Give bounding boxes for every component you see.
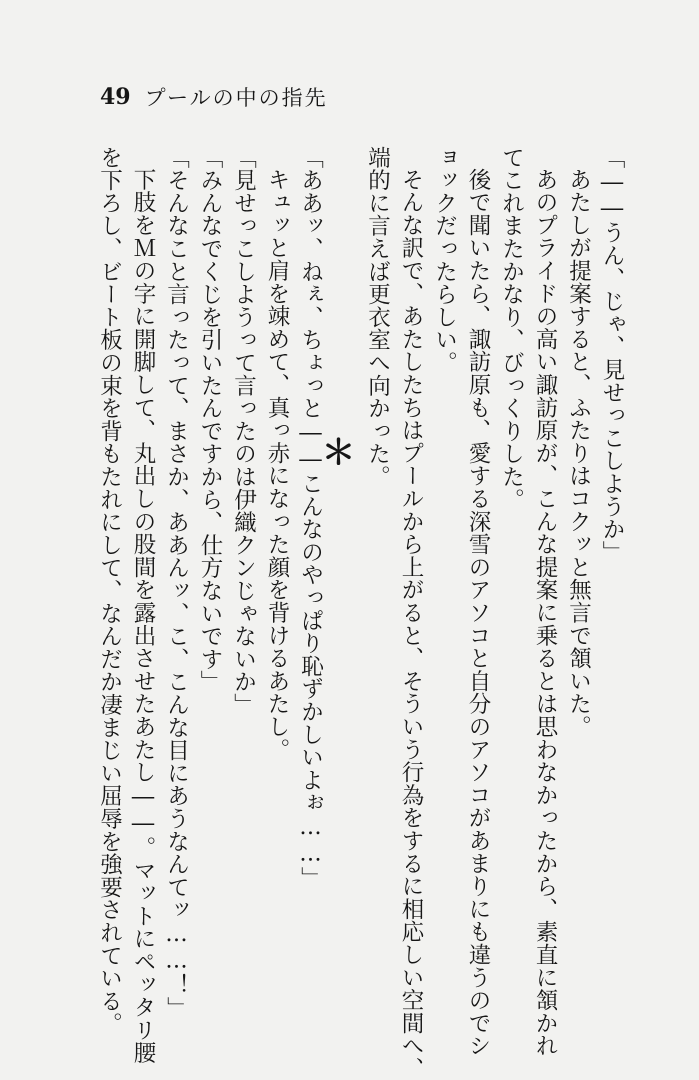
text-line: あのプライドの高い諏訪原が、こんな提案に乗るとは思わなかったから、素直に頷かれ [532,168,558,1058]
text-line: 下肢をＭの字に開脚して、丸出しの股間を露出させたあたし――。マットにペッタリ腰 [130,168,156,1065]
text-line: 「みんなでくじを引いたんですから、仕方ないです」 [197,146,223,694]
text-line: 端的に言えば更衣室へ向かった。 [364,146,391,488]
text-line: を下ろし、ビート板の束を背もたれにして、なんだか凄まじい屈辱を強要されている。 [96,146,123,1036]
text-line: 「――うん、じゃ、見せっこしようか」 [599,146,625,564]
text-line: 「見せっこしようって言ったのは伊織クンじゃないか」 [230,146,257,716]
page-header [100,80,328,114]
vertical-text-body [63,146,625,1080]
section-separator [322,146,356,1026]
text-line: 「ああッ、ねぇ、ちょっと――こんなのやっぱり恥ずかしいよぉ……」 [297,146,324,890]
page-number: 49 [100,84,131,110]
text-line: ョックだったらしい。 [431,146,458,374]
chapter-title: プールの中の指先 [144,86,328,110]
text-line: そんな訳で、あたしたちはプールから上がると、そういう行為をするに相応しい空間へ、 [398,168,424,1080]
text-line: 後で聞いたら、諏訪原も、愛する深雪のアソコと自分のアソコがあまりにも違うのでシ [465,168,491,1058]
text-line: 「そんなこと言ったって、まさか、ああんッ、こ、こんな目にあうなんてッ……！」 [163,146,190,1020]
text-line: キュッと肩を竦めて、真っ赤になった顔を背けるあたし。 [264,168,290,761]
asterisk-separator: ＊ [321,433,356,473]
text-line: てこれまたかなり、びっくりした。 [498,146,525,511]
text-line: あたしが提案すると、ふたりはコクッと無言で頷いた。 [565,168,592,738]
